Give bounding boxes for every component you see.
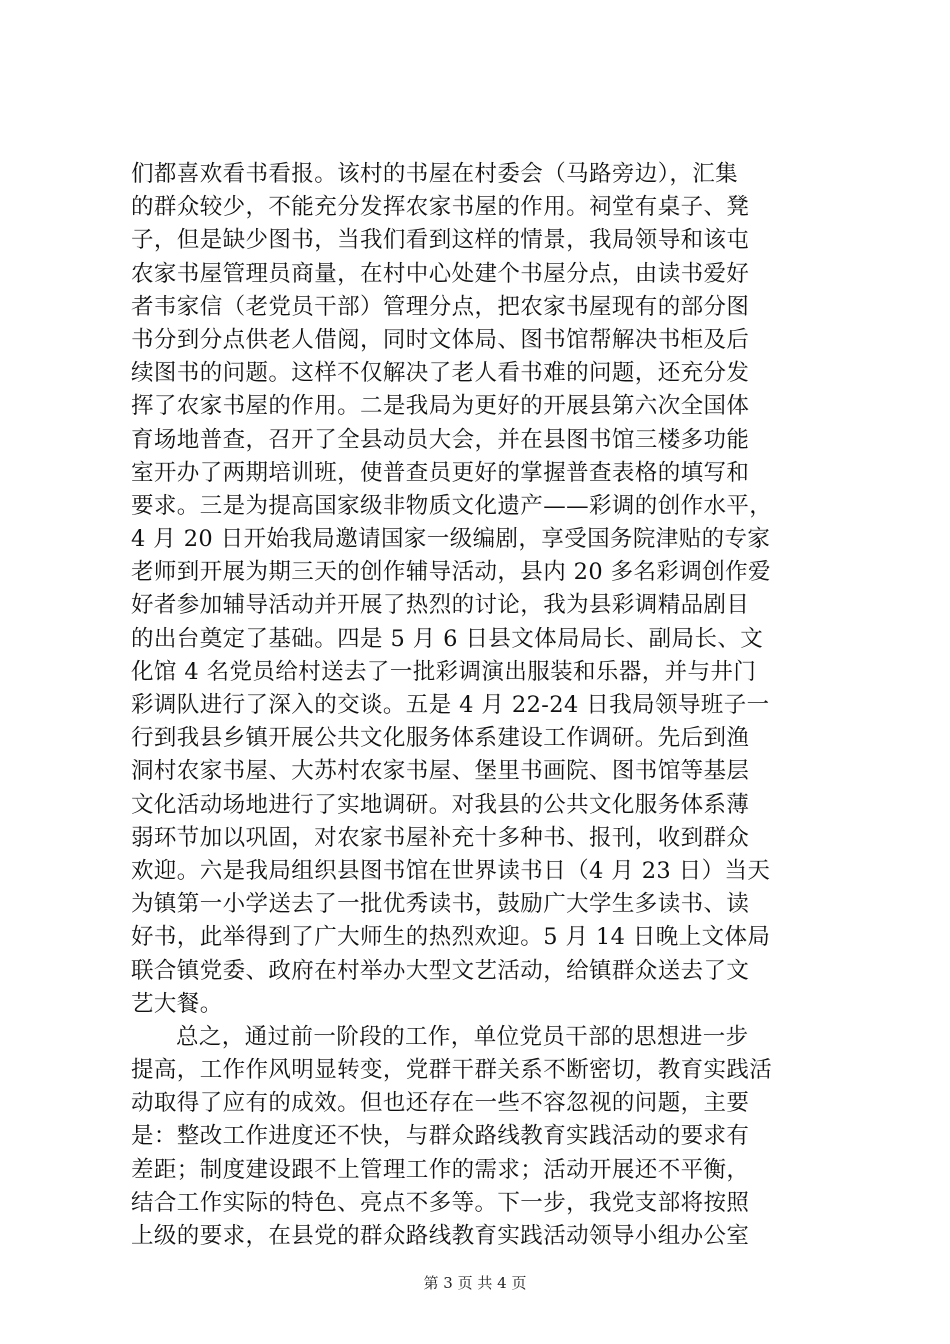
page-number: 第 3 页: [423, 1274, 473, 1292]
text-line: 艺大餐。: [131, 990, 223, 1017]
text-line: 要求。三是为提高国家级非物质文化遗产——彩调的创作水平，: [131, 492, 773, 519]
text-line: 的群众较少，不能充分发挥农家书屋的作用。祠堂有桌子、凳: [131, 194, 750, 221]
text-line: 动取得了应有的成效。但也还存在一些不容忽视的问题，主要: [131, 1090, 750, 1117]
text-line: 者韦家信（老党员干部）管理分点，把农家书屋现有的部分图: [131, 293, 750, 320]
text-line: 联合镇党委、政府在村举办大型文艺活动，给镇群众送去了文: [131, 957, 750, 984]
text-line: 们都喜欢看书看报。该村的书屋在村委会（马路旁边），汇集: [131, 161, 739, 187]
text-line: 洞村农家书屋、大苏村农家书屋、堡里书画院、图书馆等基层: [131, 758, 750, 785]
text-line: 行到我县乡镇开展公共文化服务体系建设工作调研。先后到渔: [131, 725, 750, 752]
text-line: 提高，工作作风明显转变，党群干群关系不断密切，教育实践活: [131, 1057, 773, 1084]
text-line: 弱环节加以巩固，对农家书屋补充十多种书、报刊，收到群众: [131, 824, 750, 851]
text-line: 的出台奠定了基础。四是 5 月 6 日县文体局局长、副局长、文: [131, 625, 764, 652]
text-line: 为镇第一小学送去了一批优秀读书，鼓励广大学生多读书、读: [131, 891, 750, 918]
text-line: 农家书屋管理员商量，在村中心处建个书屋分点，由读书爱好: [131, 260, 750, 287]
page-footer: [0, 1273, 950, 1293]
text-line: 挥了农家书屋的作用。二是我局为更好的开展县第六次全国体: [131, 393, 750, 420]
text-line: 欢迎。六是我局组织县图书馆在世界读书日（4 月 23 日）当天: [131, 857, 771, 884]
paragraph-first-line: 总之，通过前一阶段的工作，单位党员干部的思想进一步: [176, 1023, 749, 1050]
text-line: 是：整改工作进度还不快，与群众路线教育实践活动的要求有: [131, 1123, 750, 1150]
text-line: 子，但是缺少图书，当我们看到这样的情景，我局领导和该屯: [131, 227, 750, 254]
text-line: 育场地普查，召开了全县动员大会，并在县图书馆三楼多功能: [131, 426, 750, 453]
text-line: 书分到分点供老人借阅，同时文体局、图书馆帮解决书柜及后: [131, 326, 750, 353]
text-line: 室开办了两期培训班，使普查员更好的掌握普查表格的填写和: [131, 459, 750, 486]
text-line: 文化活动场地进行了实地调研。对我县的公共文化服务体系薄: [131, 791, 750, 818]
text-line: 续图书的问题。这样不仅解决了老人看书难的问题，还充分发: [131, 360, 750, 387]
text-line: 上级的要求，在县党的群众路线教育实践活动领导小组办公室: [131, 1223, 750, 1249]
text-line: 化馆 4 名党员给村送去了一批彩调演出服装和乐器，并与井门: [131, 658, 757, 685]
text-line: 差距；制度建设跟不上管理工作的需求；活动开展还不平衡，: [131, 1156, 750, 1183]
page-total: 共 4 页: [477, 1274, 527, 1292]
text-line: 4 月 20 日开始我局邀请国家一级编剧，享受国务院津贴的专家: [131, 526, 771, 553]
text-line: 好者参加辅导活动并开展了热烈的讨论，我为县彩调精品剧目: [131, 592, 750, 619]
text-line: 老师到开展为期三天的创作辅导活动，县内 20 多名彩调创作爱: [131, 559, 771, 586]
text-line: 彩调队进行了深入的交谈。五是 4 月 22-24 日我局领导班子一: [131, 692, 770, 718]
body-text: [131, 158, 831, 1253]
text-line: 好书，此举得到了广大师生的热烈欢迎。5 月 14 日晚上文体局: [131, 924, 771, 951]
text-line: 结合工作实际的特色、亮点不多等。下一步，我党支部将按照: [131, 1189, 750, 1216]
